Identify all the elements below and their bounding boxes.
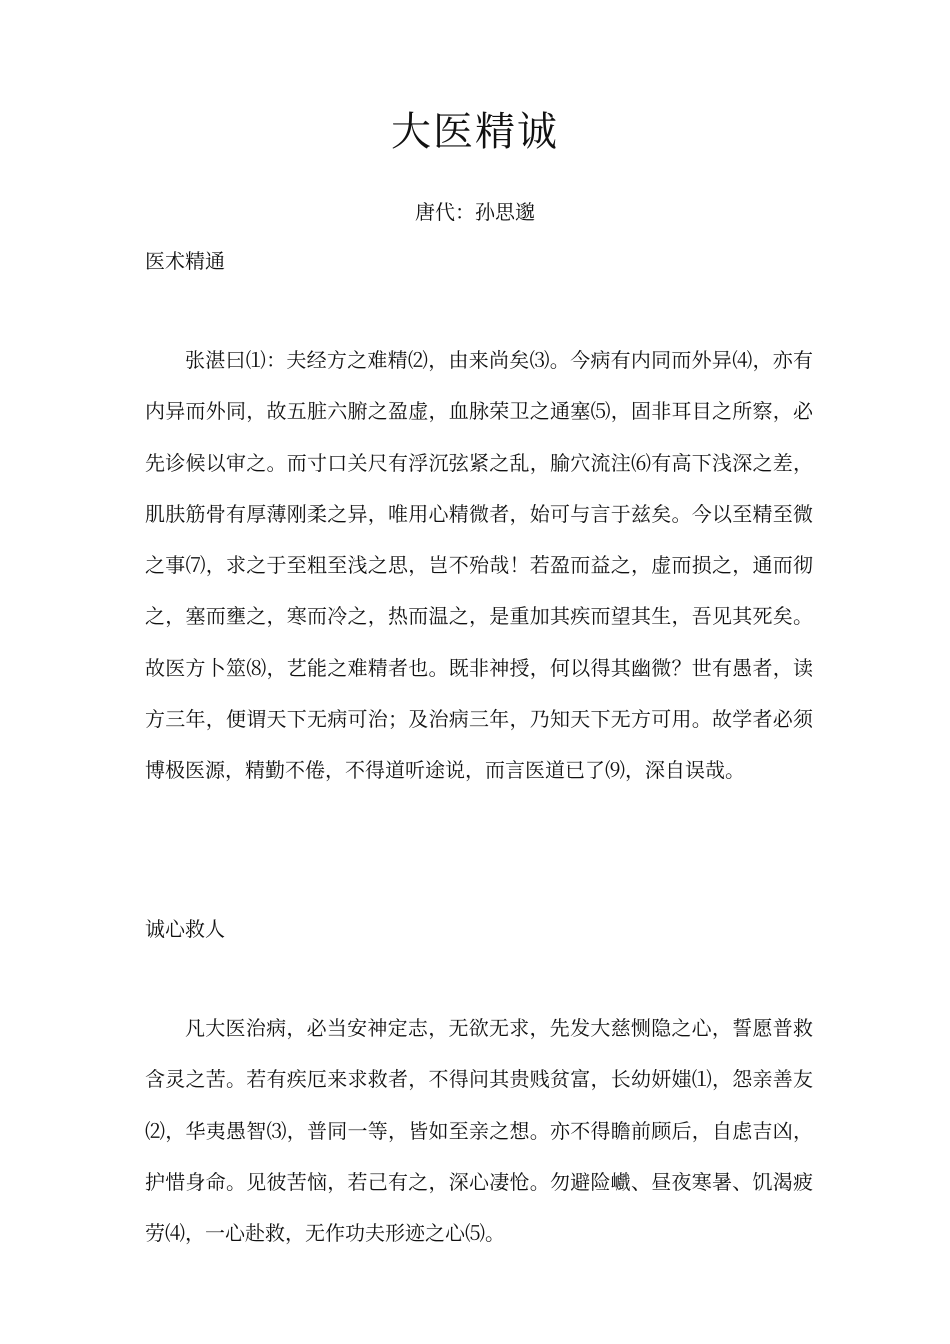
section-heading-1: 医术精通 xyxy=(145,249,225,273)
section-paragraph-1: 张湛曰⑴：夫经方之难精⑵，由来尚矣⑶。今病有内同而外异⑷，亦有内异而外同，故五脏六腑之盈虚，血脉荣卫之通塞⑸，固非耳目之所察，必先诊候以审之。而寸口关尺有浮沉弦紧之乱，腧穴流注⑹有高下浅深之差，肌肤筋骨有厚薄刚柔之异，唯用心精微者，始可与言于兹矣。今以至精至微之事⑺，求之于至粗至浅之思，岂不殆哉！若盈而益之，虚而损之，通而彻之，塞而壅之，寒而冷之，热而温之，是重加其疾而望其生，吾见其死矣。故医方卜筮⑻，艺能之难精者也。既非神授，何以得其幽微？世有愚者，读方三年，便谓天下无病可治；及治病三年，乃知天下无方可用。故学者必须博极医源，精勤不倦，不得道听途说，而言医道已了⑼，深自误哉。 xyxy=(145,348,813,783)
section-heading-2: 诚心救人 xyxy=(145,917,225,941)
section-paragraph-2: 凡大医治病，必当安神定志，无欲无求，先发大慈恻隐之心，誓愿普救含灵之苦。若有疾厄来求救者，不得问其贵贱贫富，长幼妍媸⑴，怨亲善友⑵，华夷愚智⑶，普同一等，皆如至亲之想。亦不得瞻前顾后，自虑吉凶，护惜身命。见彼苦恼，若己有之，深心凄怆。勿避险巇、昼夜寒暑、饥渴疲劳⑷，一心赴救，无作功夫形迹之心⑸。 xyxy=(145,1016,813,1246)
document-title: 大医精诚 xyxy=(391,109,559,155)
document-author: 唐代：孙思邈 xyxy=(415,200,535,224)
